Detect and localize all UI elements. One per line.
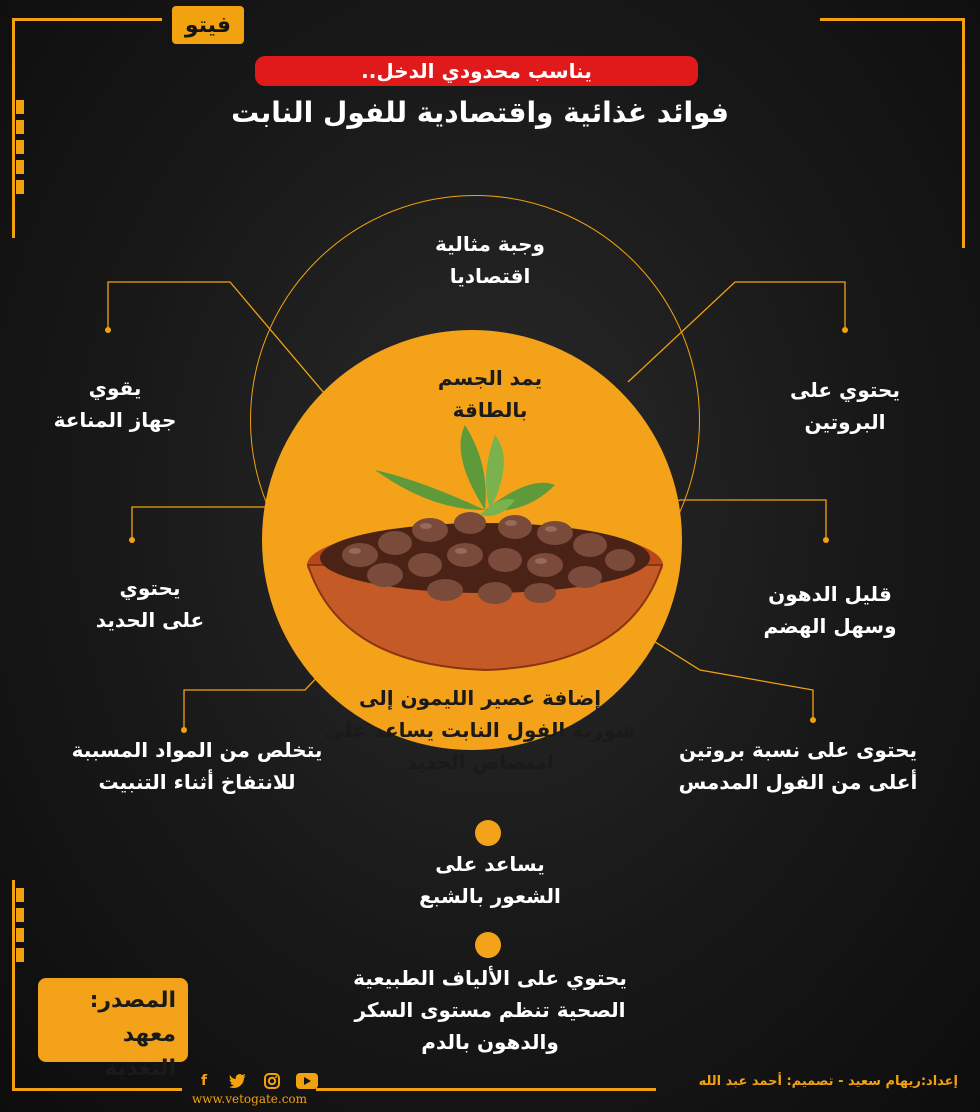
- logo-text: فيتو: [184, 12, 232, 38]
- benefit-more-protein: يحتوى على نسبة بروتين أعلى من الفول المدمس: [678, 738, 918, 794]
- credits: إعداد:ريهام سعيد - تصميم: أحمد عبد الله: [698, 1074, 958, 1089]
- benefit-energy: يمد الجسم بالطاقة: [437, 366, 543, 422]
- source-box: [38, 978, 188, 1081]
- website-link[interactable]: www.vetogate.com: [192, 1092, 308, 1106]
- page-title: فوائد غذائية واقتصادية للفول النابت: [231, 96, 729, 129]
- source-label: المصدر:: [89, 988, 176, 1013]
- benefit-fiber: يحتوي على الألياف الطبيعية الصحية تنظم مستوى السكر والدهون بالدم: [353, 966, 627, 1054]
- social-icons: [194, 1072, 318, 1090]
- benefit-low-fat: قليل الدهون وسهل الهضم: [763, 582, 897, 638]
- benefit-immunity: يقوي جهاز المناعة: [53, 376, 177, 432]
- instagram-icon[interactable]: [262, 1072, 282, 1090]
- benefit-meal: وجبة مثالية اقتصاديا: [435, 232, 545, 288]
- fava-bean-bowl-image: [300, 415, 670, 685]
- twitter-icon[interactable]: [228, 1072, 248, 1090]
- source-value: معهد التغذية: [104, 1022, 176, 1081]
- benefit-satiety: يساعد على الشعور بالشبع: [419, 852, 561, 908]
- subtitle-banner: يناسب محدودي الدخل..: [255, 56, 698, 86]
- benefit-bloating: يتخلص من المواد المسببة للانتفاخ أثناء التنبيت: [71, 738, 323, 794]
- benefit-lemon: إضافة عصير الليمون إلى شوربة الفول النابت يساعد علي امتصاص الحديد: [324, 686, 636, 774]
- bullet-dot-fiber: [475, 932, 501, 958]
- benefit-iron: يحتوي على الحديد: [95, 576, 205, 632]
- facebook-icon[interactable]: f: [200, 1073, 208, 1089]
- youtube-icon[interactable]: [296, 1073, 318, 1089]
- bullet-dot-satiety: [475, 820, 501, 846]
- benefit-protein: يحتوي على البروتين: [790, 378, 900, 434]
